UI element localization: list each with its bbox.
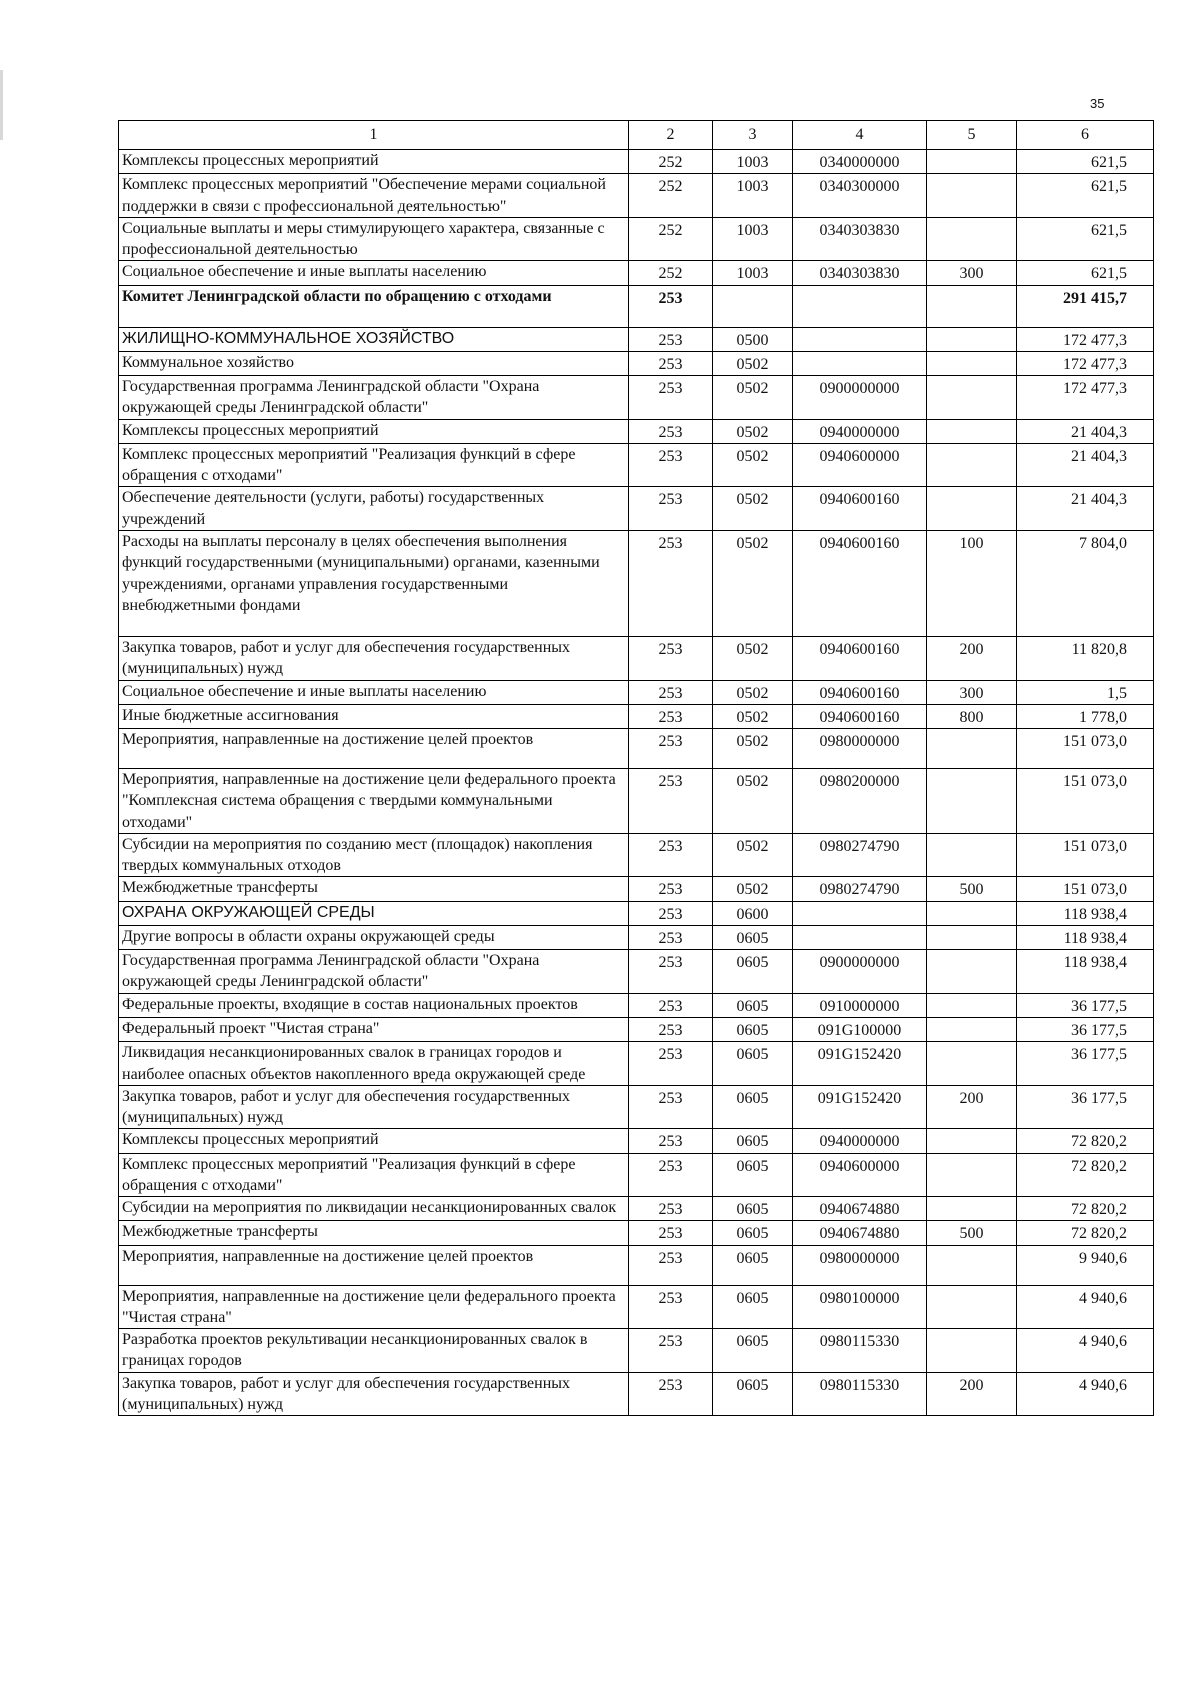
cell-section-code: 0502 [713,680,793,704]
cell-section-code: 0502 [713,419,793,443]
cell-expense-type [927,1329,1017,1373]
table-row [119,261,1154,285]
cell-expense-type [927,351,1017,375]
cell-name: Социальное обеспечение и иные выплаты населению [119,680,629,704]
cell-name: Иные бюджетные ассигнования [119,704,629,728]
cell-ministry-code: 253 [629,1153,713,1197]
table-row [119,925,1154,949]
cell-ministry-code: 253 [629,877,713,901]
cell-section-code: 0502 [713,769,793,834]
cell-target-code: 0940600160 [793,530,927,636]
cell-amount: 36 177,5 [1017,1085,1154,1129]
cell-expense-type [927,1285,1017,1329]
table-row [119,1372,1154,1416]
cell-expense-type [927,729,1017,769]
cell-ministry-code: 253 [629,729,713,769]
cell-section-code: 0502 [713,833,793,877]
cell-name: Мероприятия, направленные на достижение целей проектов [119,1245,629,1285]
cell-expense-type [927,174,1017,218]
cell-name: Комплекс процессных мероприятий "Реализация функций в сфере обращения с отходами" [119,1153,629,1197]
table-row [119,327,1154,351]
cell-name: Комплексы процессных мероприятий [119,150,629,174]
cell-ministry-code: 253 [629,443,713,487]
table-row [119,636,1154,680]
cell-expense-type [927,419,1017,443]
cell-target-code: 0940600160 [793,680,927,704]
cell-name: Комплекс процессных мероприятий "Обеспечение мерами социальной поддержки в связи с профессиональной деятельностью" [119,174,629,218]
cell-section-code: 1003 [713,150,793,174]
cell-section-code: 0605 [713,1372,793,1416]
cell-name: ОХРАНА ОКРУЖАЮЩЕЙ СРЕДЫ [119,901,629,925]
cell-ministry-code: 253 [629,1017,713,1041]
table-row [119,1285,1154,1329]
cell-amount: 172 477,3 [1017,376,1154,420]
cell-ministry-code: 253 [629,636,713,680]
cell-name: Разработка проектов рекультивации несанкционированных свалок в границах городов [119,1329,629,1373]
cell-expense-type [927,443,1017,487]
cell-section-code: 0605 [713,1245,793,1285]
table-row [119,1245,1154,1285]
cell-target-code: 0940600160 [793,704,927,728]
cell-section-code: 0502 [713,376,793,420]
table-row [119,174,1154,218]
cell-ministry-code: 253 [629,1129,713,1153]
cell-target-code [793,327,927,351]
cell-target-code: 091G152420 [793,1042,927,1086]
cell-amount: 72 820,2 [1017,1153,1154,1197]
cell-name: Государственная программа Ленинградской области "Охрана окружающей среды Ленинградской области" [119,376,629,420]
table-row [119,877,1154,901]
cell-ministry-code: 253 [629,993,713,1017]
cell-expense-type: 100 [927,530,1017,636]
cell-name: Комплексы процессных мероприятий [119,1129,629,1153]
cell-expense-type [927,769,1017,834]
table-row [119,769,1154,834]
cell-ministry-code: 253 [629,833,713,877]
cell-ministry-code: 253 [629,769,713,834]
cell-amount: 1,5 [1017,680,1154,704]
table-row [119,443,1154,487]
cell-target-code: 0980000000 [793,1245,927,1285]
cell-section-code: 0605 [713,993,793,1017]
cell-amount: 118 938,4 [1017,901,1154,925]
cell-amount: 21 404,3 [1017,443,1154,487]
cell-name: Комплексы процессных мероприятий [119,419,629,443]
cell-ministry-code: 253 [629,950,713,994]
cell-expense-type [927,327,1017,351]
cell-expense-type [927,376,1017,420]
table-row [119,487,1154,531]
table-row [119,1197,1154,1221]
cell-expense-type: 500 [927,1221,1017,1245]
column-header-5: 5 [927,121,1017,150]
cell-target-code [793,351,927,375]
cell-ministry-code: 253 [629,285,713,327]
cell-expense-type [927,1042,1017,1086]
cell-name: Ликвидация несанкционированных свалок в границах городов и наиболее опасных объектов накопленного вреда окружающей среде [119,1042,629,1086]
cell-expense-type [927,1197,1017,1221]
cell-name: Субсидии на мероприятия по ликвидации несанкционированных свалок [119,1197,629,1221]
cell-amount: 21 404,3 [1017,487,1154,531]
cell-amount: 1 778,0 [1017,704,1154,728]
table-row [119,1329,1154,1373]
table-row [119,530,1154,636]
cell-target-code: 091G100000 [793,1017,927,1041]
cell-name: ЖИЛИЩНО-КОММУНАЛЬНОЕ ХОЗЯЙСТВО [119,327,629,351]
cell-ministry-code: 252 [629,217,713,261]
cell-expense-type: 200 [927,1085,1017,1129]
cell-section-code: 1003 [713,217,793,261]
cell-name: Мероприятия, направленные на достижение цели федерального проекта "Комплексная система обращения с твердыми коммунальными отходами" [119,769,629,834]
cell-name: Субсидии на мероприятия по созданию мест (площадок) накопления твердых коммунальных отходов [119,833,629,877]
table-row [119,1017,1154,1041]
column-header-2: 2 [629,121,713,150]
cell-name: Закупка товаров, работ и услуг для обеспечения государственных (муниципальных) нужд [119,1085,629,1129]
cell-expense-type [927,833,1017,877]
cell-ministry-code: 253 [629,327,713,351]
cell-ministry-code: 252 [629,150,713,174]
cell-name: Мероприятия, направленные на достижение целей проектов [119,729,629,769]
cell-target-code: 091G152420 [793,1085,927,1129]
cell-expense-type: 300 [927,680,1017,704]
cell-expense-type [927,150,1017,174]
cell-expense-type [927,1245,1017,1285]
cell-section-code: 0605 [713,925,793,949]
cell-expense-type [927,1153,1017,1197]
cell-amount: 621,5 [1017,150,1154,174]
cell-name: Обеспечение деятельности (услуги, работы) государственных учреждений [119,487,629,531]
cell-amount: 151 073,0 [1017,877,1154,901]
cell-ministry-code: 253 [629,1285,713,1329]
cell-ministry-code: 253 [629,530,713,636]
cell-target-code: 0340303830 [793,261,927,285]
table-row [119,993,1154,1017]
cell-target-code: 0980274790 [793,877,927,901]
table-row [119,1085,1154,1129]
table-row [119,1153,1154,1197]
table-row [119,704,1154,728]
table-row [119,901,1154,925]
cell-section-code: 0500 [713,327,793,351]
cell-name: Другие вопросы в области охраны окружающей среды [119,925,629,949]
cell-section-code: 0502 [713,530,793,636]
cell-section-code: 0605 [713,950,793,994]
cell-expense-type [927,950,1017,994]
cell-target-code [793,901,927,925]
cell-amount: 4 940,6 [1017,1285,1154,1329]
cell-section-code: 0502 [713,443,793,487]
cell-section-code: 0605 [713,1129,793,1153]
cell-section-code: 0502 [713,704,793,728]
cell-ministry-code: 252 [629,174,713,218]
table-row [119,1042,1154,1086]
cell-section-code: 0605 [713,1285,793,1329]
cell-target-code [793,925,927,949]
cell-amount: 11 820,8 [1017,636,1154,680]
cell-target-code: 0980274790 [793,833,927,877]
cell-ministry-code: 253 [629,1245,713,1285]
cell-amount: 36 177,5 [1017,1017,1154,1041]
cell-amount: 4 940,6 [1017,1372,1154,1416]
cell-amount: 72 820,2 [1017,1197,1154,1221]
cell-section-code: 0605 [713,1197,793,1221]
cell-expense-type [927,1017,1017,1041]
cell-ministry-code: 253 [629,680,713,704]
cell-section-code: 0502 [713,636,793,680]
table-body [119,150,1154,1416]
cell-section-code: 1003 [713,261,793,285]
cell-target-code: 0940600160 [793,636,927,680]
cell-section-code [713,285,793,327]
cell-name: Социальное обеспечение и иные выплаты населению [119,261,629,285]
cell-target-code: 0980200000 [793,769,927,834]
table-row [119,1221,1154,1245]
cell-ministry-code: 253 [629,925,713,949]
cell-target-code: 0940000000 [793,419,927,443]
cell-ministry-code: 253 [629,1372,713,1416]
cell-target-code: 0340000000 [793,150,927,174]
cell-ministry-code: 253 [629,1085,713,1129]
cell-section-code: 0600 [713,901,793,925]
cell-name: Закупка товаров, работ и услуг для обеспечения государственных (муниципальных) нужд [119,1372,629,1416]
cell-target-code: 0940000000 [793,1129,927,1153]
cell-amount: 118 938,4 [1017,950,1154,994]
table-row [119,1129,1154,1153]
cell-amount: 7 804,0 [1017,530,1154,636]
table-row [119,729,1154,769]
cell-amount: 291 415,7 [1017,285,1154,327]
budget-table [118,120,1154,1416]
table-row [119,217,1154,261]
cell-amount: 172 477,3 [1017,327,1154,351]
cell-target-code: 0980000000 [793,729,927,769]
cell-section-code: 0605 [713,1017,793,1041]
cell-amount: 72 820,2 [1017,1129,1154,1153]
cell-amount: 36 177,5 [1017,993,1154,1017]
cell-expense-type [927,901,1017,925]
cell-ministry-code: 253 [629,1042,713,1086]
cell-section-code: 1003 [713,174,793,218]
cell-target-code: 0910000000 [793,993,927,1017]
cell-name: Социальные выплаты и меры стимулирующего характера, связанные с профессиональной деятельностью [119,217,629,261]
cell-expense-type [927,217,1017,261]
table-row [119,150,1154,174]
column-header-1: 1 [119,121,629,150]
cell-section-code: 0502 [713,729,793,769]
cell-ministry-code: 253 [629,1197,713,1221]
cell-expense-type: 500 [927,877,1017,901]
cell-ministry-code: 253 [629,704,713,728]
column-header-3: 3 [713,121,793,150]
cell-amount: 151 073,0 [1017,833,1154,877]
cell-name: Федеральные проекты, входящие в состав национальных проектов [119,993,629,1017]
cell-amount: 621,5 [1017,174,1154,218]
column-header-4: 4 [793,121,927,150]
cell-name: Межбюджетные трансферты [119,877,629,901]
cell-target-code: 0900000000 [793,376,927,420]
cell-name: Коммунальное хозяйство [119,351,629,375]
cell-section-code: 0605 [713,1329,793,1373]
cell-amount: 118 938,4 [1017,925,1154,949]
cell-ministry-code: 253 [629,376,713,420]
cell-amount: 151 073,0 [1017,729,1154,769]
cell-name: Закупка товаров, работ и услуг для обеспечения государственных (муниципальных) нужд [119,636,629,680]
cell-target-code: 0980115330 [793,1329,927,1373]
cell-target-code: 0940674880 [793,1197,927,1221]
cell-section-code: 0605 [713,1221,793,1245]
cell-amount: 621,5 [1017,261,1154,285]
cell-ministry-code: 253 [629,487,713,531]
cell-amount: 621,5 [1017,217,1154,261]
cell-section-code: 0605 [713,1042,793,1086]
cell-target-code: 0340303830 [793,217,927,261]
cell-target-code: 0980115330 [793,1372,927,1416]
cell-target-code: 0340300000 [793,174,927,218]
cell-name: Государственная программа Ленинградской области "Охрана окружающей среды Ленинградской области" [119,950,629,994]
cell-section-code: 0502 [713,877,793,901]
cell-amount: 151 073,0 [1017,769,1154,834]
table-row [119,419,1154,443]
cell-target-code: 0940600000 [793,443,927,487]
scan-edge-mark [0,70,3,140]
cell-name: Комитет Ленинградской области по обращению с отходами [119,285,629,327]
cell-amount: 9 940,6 [1017,1245,1154,1285]
cell-ministry-code: 252 [629,261,713,285]
cell-amount: 4 940,6 [1017,1329,1154,1373]
page-number: 35 [1090,96,1105,111]
cell-expense-type [927,993,1017,1017]
cell-amount: 36 177,5 [1017,1042,1154,1086]
cell-target-code [793,285,927,327]
cell-ministry-code: 253 [629,351,713,375]
cell-amount: 72 820,2 [1017,1221,1154,1245]
cell-ministry-code: 253 [629,1221,713,1245]
cell-name: Комплекс процессных мероприятий "Реализация функций в сфере обращения с отходами" [119,443,629,487]
cell-expense-type [927,1129,1017,1153]
table-row [119,950,1154,994]
cell-expense-type: 800 [927,704,1017,728]
cell-name: Мероприятия, направленные на достижение цели федерального проекта "Чистая страна" [119,1285,629,1329]
cell-expense-type [927,285,1017,327]
cell-target-code: 0940600000 [793,1153,927,1197]
cell-name: Расходы на выплаты персоналу в целях обеспечения выполнения функций государственными (муниципальными) органами, казенными учреждениями, органами управления государственными внебюджетными фондами [119,530,629,636]
cell-ministry-code: 253 [629,419,713,443]
cell-name: Межбюджетные трансферты [119,1221,629,1245]
cell-ministry-code: 253 [629,901,713,925]
table-row [119,351,1154,375]
table-row [119,285,1154,327]
cell-section-code: 0502 [713,487,793,531]
cell-expense-type: 200 [927,636,1017,680]
cell-expense-type [927,925,1017,949]
cell-expense-type [927,487,1017,531]
table-row [119,833,1154,877]
cell-target-code: 0940674880 [793,1221,927,1245]
cell-expense-type: 200 [927,1372,1017,1416]
table-row [119,680,1154,704]
cell-amount: 172 477,3 [1017,351,1154,375]
cell-name: Федеральный проект "Чистая страна" [119,1017,629,1041]
cell-section-code: 0605 [713,1153,793,1197]
cell-section-code: 0502 [713,351,793,375]
column-header-6: 6 [1017,121,1154,150]
cell-expense-type: 300 [927,261,1017,285]
cell-target-code: 0940600160 [793,487,927,531]
cell-target-code: 0980100000 [793,1285,927,1329]
cell-target-code: 0900000000 [793,950,927,994]
cell-amount: 21 404,3 [1017,419,1154,443]
cell-section-code: 0605 [713,1085,793,1129]
cell-ministry-code: 253 [629,1329,713,1373]
table-row [119,376,1154,420]
table-header-row [119,121,1154,150]
